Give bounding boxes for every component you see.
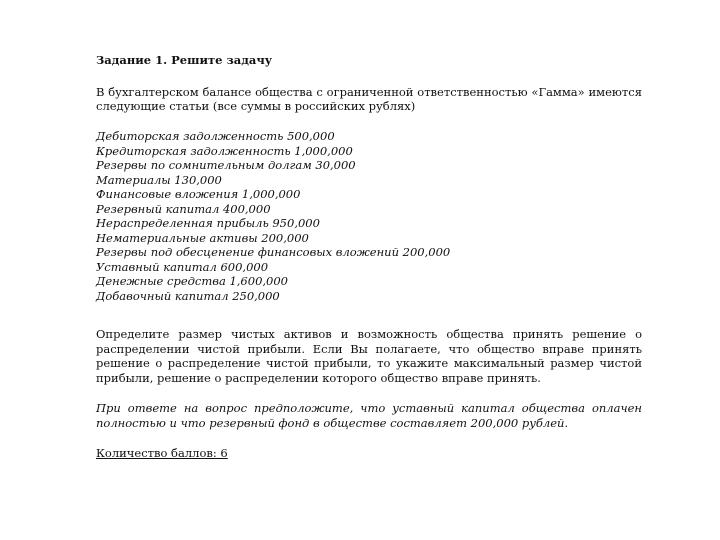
balance-item: Уставный капитал 600,000 [96,259,269,274]
balance-item: Нематериальные активы 200,000 [96,230,309,245]
intro-paragraph: В бухгалтерском балансе общества с ограниченной ответственностью «Гамма» имеются следующие статьи (все суммы в российских рублях) [96,85,642,113]
balance-items-list [96,129,642,303]
balance-item: Нераспределенная прибыль 950,000 [96,216,320,230]
balance-item: Денежные средства 1,600,000 [96,274,288,288]
balance-item: Кредиторская задолженность 1,000,000 [96,143,353,158]
task-title: Задание 1. Решите задачу [96,53,273,67]
balance-item: Материалы 130,000 [96,172,222,187]
balance-item: Резервы по сомнительным долгам 30,000 [96,158,356,172]
balance-item: Резервный капитал 400,000 [96,201,271,216]
task-paragraph: Определите размер чистых активов и возможность общества принять решение о распределении чистой прибыли. Если Вы полагаете, что общество вправе принять решение о распределение чистой прибыли, то укажите максимальный размер чистой прибыли, решение о распределении которого общество вправе принять. [96,327,642,385]
note-paragraph: При ответе на вопрос предположите, что уставный капитал общества оплачен полностью и что резервный фонд в обществе составляет 200,000 рублей. [96,401,642,430]
balance-item: Финансовые вложения 1,000,000 [96,187,301,201]
score-line: Количество баллов: 6 [96,445,228,460]
balance-item: Дебиторская задолженность 500,000 [96,129,335,143]
document-page [96,52,642,461]
balance-item: Резервы под обесценение финансовых вложений 200,000 [96,245,451,259]
balance-item: Добавочный капитал 250,000 [96,288,280,303]
